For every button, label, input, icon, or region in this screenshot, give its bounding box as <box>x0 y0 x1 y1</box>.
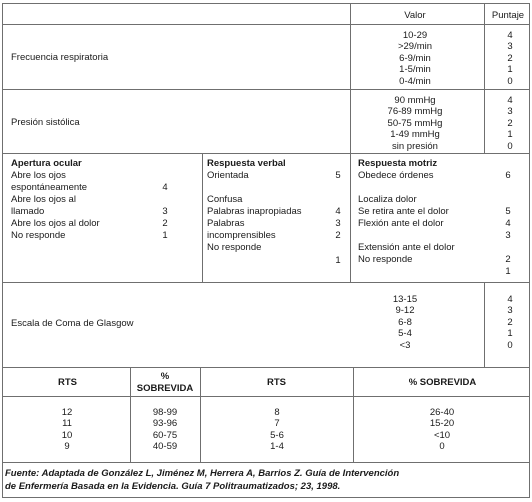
eye-item-text: llamado <box>11 206 45 217</box>
resp-rate-points <box>500 30 520 87</box>
table-cell: 12 <box>61 407 73 418</box>
eye-item-text: Abre los ojos <box>11 170 66 181</box>
table-cell: 7 <box>274 418 280 430</box>
point-cell: 2 <box>507 52 513 64</box>
table-cell: 1-4 <box>270 441 284 453</box>
column-divider <box>484 3 485 154</box>
verbal-item-score: 4 <box>335 206 341 217</box>
value-cell: 6-8 <box>398 316 412 328</box>
motor-item-score: 1 <box>505 266 511 277</box>
row-divider <box>2 153 529 154</box>
column-divider <box>350 3 351 154</box>
table-border <box>529 3 530 498</box>
eye-item-score: 4 <box>162 182 168 193</box>
rts-col-2 <box>260 407 294 453</box>
verbal-item-score: 1 <box>335 255 341 266</box>
source-line-2: de Enfermería Basada en la Evidencia. Guía 7 Politraumatizados; 23, 1998. <box>5 481 341 492</box>
eye-item-score: 2 <box>162 218 168 229</box>
source-line-1: Fuente: Adaptada de González L, Jiménez M, Herrera A, Barrios Z. Guía de Intervención <box>5 468 400 479</box>
table-border <box>2 497 529 498</box>
verbal-item-text: Orientada <box>207 170 249 181</box>
point-cell: 4 <box>507 294 513 305</box>
gcs-values <box>370 294 440 351</box>
verbal-item-text: Palabras inapropiadas <box>207 206 302 217</box>
point-cell: 3 <box>507 106 513 118</box>
point-cell: 3 <box>507 305 513 317</box>
point-cell: 0 <box>507 75 513 87</box>
verbal-item-score: 3 <box>335 218 341 229</box>
eye-item-text: No responde <box>11 230 66 241</box>
systolic-values <box>352 95 478 152</box>
table-cell: 5-6 <box>270 429 284 441</box>
value-cell: 1-49 mmHg <box>390 129 440 141</box>
rts-header-2: RTS <box>267 377 286 388</box>
value-cell: 13-15 <box>392 294 418 305</box>
row-divider <box>2 89 529 90</box>
eye-item-text: espontáneamente <box>11 182 88 193</box>
eye-item-score: 1 <box>162 230 168 241</box>
column-divider <box>200 367 201 463</box>
resp-rate-label: Frecuencia respiratoria <box>11 52 109 63</box>
column-divider <box>350 153 351 283</box>
survival-col-2 <box>412 407 472 453</box>
value-cell: 9-12 <box>395 305 415 317</box>
systolic-label: Presión sistólica <box>11 117 80 128</box>
column-divider <box>484 282 485 368</box>
point-cell: 0 <box>507 339 513 351</box>
verbal-item-text: Palabras <box>207 218 245 229</box>
motor-item-text: Localiza dolor <box>358 194 417 205</box>
verbal-item-score: 5 <box>335 170 341 181</box>
point-cell: 1 <box>507 64 513 76</box>
survival-header-2: % SOBREVIDA <box>408 377 477 388</box>
motor-item-score: 6 <box>505 170 511 181</box>
point-cell: 4 <box>507 30 513 41</box>
motor-item-text: Flexión ante el dolor <box>358 218 444 229</box>
column-divider <box>353 367 354 463</box>
column-divider <box>202 153 203 283</box>
value-cell: 90 mmHg <box>394 95 436 106</box>
gcs-points <box>500 294 520 351</box>
table-cell: 11 <box>62 418 72 430</box>
point-cell: 2 <box>507 117 513 129</box>
table-cell: 60-75 <box>152 429 178 441</box>
value-cell: 1-5/min <box>399 64 431 76</box>
survival-header-1-line1: % <box>160 371 170 382</box>
motor-item-score: 3 <box>505 230 511 241</box>
value-cell: <3 <box>399 339 411 351</box>
row-divider <box>2 462 529 463</box>
eye-item-text: Abre los ojos al <box>11 194 76 205</box>
row-divider <box>2 282 529 283</box>
row-divider <box>2 396 529 397</box>
resp-rate-values <box>352 30 478 87</box>
value-cell: 6-9/min <box>399 52 431 64</box>
survival-col-1 <box>140 407 190 453</box>
header-puntaje: Puntaje <box>491 10 525 21</box>
table-border <box>2 3 529 4</box>
value-cell: sin presión <box>392 140 438 152</box>
value-cell: 50-75 mmHg <box>387 117 443 129</box>
verbal-item-text: No responde <box>207 242 262 253</box>
table-cell: 93-96 <box>152 418 178 430</box>
row-divider <box>2 367 529 368</box>
verbal-item-text: incomprensibles <box>207 230 276 241</box>
point-cell: 1 <box>507 129 513 141</box>
table-cell: 0 <box>439 441 445 453</box>
motor-item-score: 4 <box>505 218 511 229</box>
verbal-item-score: 2 <box>335 230 341 241</box>
eye-opening-header: Apertura ocular <box>11 158 82 169</box>
table-border <box>2 3 3 498</box>
gcs-label: Escala de Coma de Glasgow <box>11 318 134 329</box>
table-cell: <10 <box>433 429 451 441</box>
table-cell: 9 <box>64 441 70 453</box>
header-valor: Valor <box>404 10 426 21</box>
point-cell: 3 <box>507 41 513 53</box>
systolic-points <box>500 95 520 152</box>
motor-item-text: Extensión ante el dolor <box>358 242 455 253</box>
eye-item-text: Abre los ojos al dolor <box>11 218 100 229</box>
eye-item-score: 3 <box>162 206 168 217</box>
table-cell: 40-59 <box>152 441 178 453</box>
point-cell: 2 <box>507 316 513 328</box>
table-cell: 26-40 <box>429 407 455 418</box>
value-cell: >29/min <box>397 41 433 53</box>
motor-item-score: 5 <box>505 206 511 217</box>
motor-item-score: 2 <box>505 254 511 265</box>
motor-item-text: Se retira ante el dolor <box>358 206 449 217</box>
point-cell: 4 <box>507 95 513 106</box>
table-cell: 8 <box>274 407 280 418</box>
verbal-response-header: Respuesta verbal <box>207 158 286 169</box>
rts-header-1: RTS <box>58 377 77 388</box>
table-cell: 10 <box>61 429 73 441</box>
table-cell: 98-99 <box>152 407 178 418</box>
value-cell: 10-29 <box>402 30 428 41</box>
table-cell: 15-20 <box>429 418 455 430</box>
row-divider <box>2 24 529 25</box>
column-divider <box>130 367 131 463</box>
rts-col-1 <box>50 407 84 453</box>
motor-response-header: Respuesta motriz <box>358 158 438 169</box>
value-cell: 0-4/min <box>399 75 431 87</box>
survival-header-1-line2: SOBREVIDA <box>136 383 194 394</box>
verbal-item-text: Confusa <box>207 194 243 205</box>
motor-item-text: Obedece órdenes <box>358 170 434 181</box>
motor-item-text: No responde <box>358 254 413 265</box>
point-cell: 1 <box>507 328 513 340</box>
point-cell: 0 <box>507 140 513 152</box>
value-cell: 5-4 <box>398 328 412 340</box>
value-cell: 76-89 mmHg <box>387 106 443 118</box>
